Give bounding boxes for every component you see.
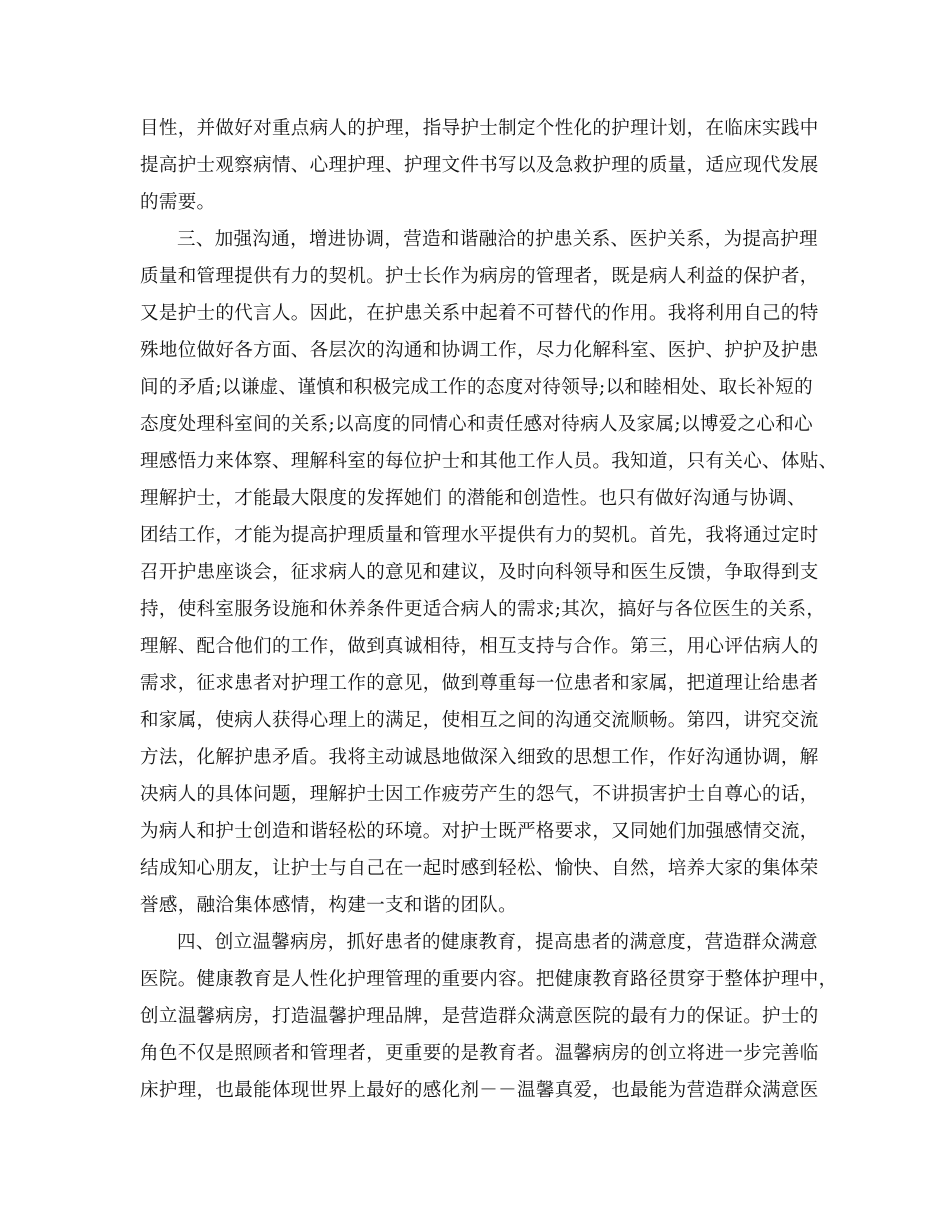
text-line: 决病人的具体问题，理解护士因工作疲劳产生的怨气，不讲损害护士自尊心的话， bbox=[140, 784, 819, 805]
text-line: 又是护士的代言人。因此，在护患关系中起着不可替代的作用。我将利用自己的特 bbox=[140, 303, 819, 324]
text-line: 床护理，也最能体现世界上最好的感化剂－－温馨真爱，也最能为营造群众满意医 bbox=[140, 1080, 819, 1101]
text-line: 提高护士观察病情、心理护理、护理文件书写以及急救护理的质量，适应现代发展 bbox=[140, 155, 819, 176]
text-line: 誉感，融洽集体感情，构建一支和谐的团队。 bbox=[140, 895, 518, 916]
text-line: 理解、配合他们的工作，做到真诚相待，相互支持与合作。第三，用心评估病人的 bbox=[140, 636, 819, 657]
text-line: 理解护士，才能最大限度的发挥她们 的潜能和创造性。也只有做好沟通与协调、 bbox=[140, 488, 806, 509]
text-line: 持，使科室服务设施和休养条件更适合病人的需求;其次，搞好与各位医生的关系， bbox=[140, 599, 826, 620]
text-line: 态度处理科室间的关系;以高度的同情心和责任感对待病人及家属;以博爱之心和心 bbox=[140, 414, 813, 435]
text-line: 结成知心朋友，让护士与自己在一起时感到轻松、愉快、自然，培养大家的集体荣 bbox=[140, 858, 819, 879]
text-line: 需求，征求患者对护理工作的意见，做到尊重每一位患者和家属，把道理让给患者 bbox=[140, 673, 819, 694]
text-line: 角色不仅是照顾者和管理者，更重要的是教育者。温馨病房的创立将进一步完善临 bbox=[140, 1043, 819, 1064]
text-line: 殊地位做好各方面、各层次的沟通和协调工作，尽力化解科室、医护、护护及护患 bbox=[140, 340, 819, 361]
text-line: 创立温馨病房，打造温馨护理品牌，是营造群众满意医院的最有力的保证。护士的 bbox=[140, 1006, 819, 1027]
text-line: 医院。健康教育是人性化护理管理的重要内容。把健康教育路径贯穿于整体护理中， bbox=[140, 969, 838, 990]
text-line: 为病人和护士创造和谐轻松的环境。对护士既严格要求，又同她们加强感情交流， bbox=[140, 821, 819, 842]
text-line: 团结工作，才能为提高护理质量和管理水平提供有力的契机。首先，我将通过定时 bbox=[140, 525, 819, 546]
text-line: 召开护患座谈会，征求病人的意见和建议，及时向科领导和医生反馈，争取得到支 bbox=[140, 562, 819, 583]
text-line: 的需要。 bbox=[140, 192, 216, 213]
text-line: 方法，化解护患矛盾。我将主动诚恳地做深入细致的思想工作，作好沟通协调，解 bbox=[140, 747, 819, 768]
text-line: 和家属，使病人获得心理上的满足，使相互之间的沟通交流顺畅。第四，讲究交流 bbox=[140, 710, 819, 731]
text-line: 目性，并做好对重点病人的护理，指导护士制定个性化的护理计划，在临床实践中 bbox=[140, 118, 819, 139]
text-line: 间的矛盾;以谦虚、谨慎和积极完成工作的态度对待领导;以和睦相处、取长补短的 bbox=[140, 377, 813, 398]
paragraph-3-heading-line: 三、加强沟通，增进协调，营造和谐融洽的护患关系、医护关系，为提高护理 bbox=[177, 229, 818, 250]
text-line: 理感悟力来体察、理解科室的每位护士和其他工作人员。我知道，只有关心、体贴、 bbox=[140, 451, 838, 472]
paragraph-4-heading-line: 四、创立温馨病房，抓好患者的健康教育，提高患者的满意度，营造群众满意 bbox=[177, 932, 818, 953]
text-line: 质量和管理提供有力的契机。护士长作为病房的管理者，既是病人利益的保护者， bbox=[140, 266, 819, 287]
